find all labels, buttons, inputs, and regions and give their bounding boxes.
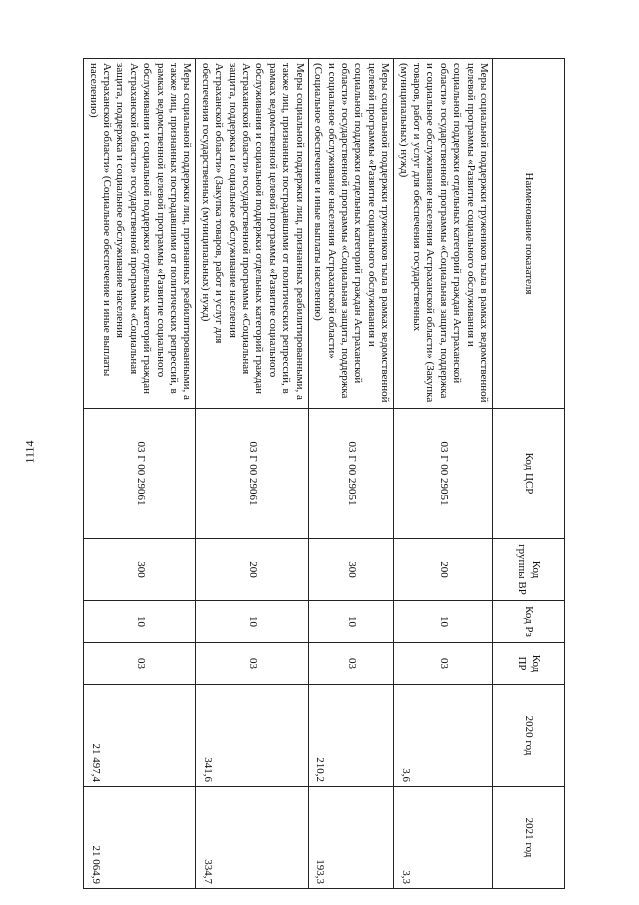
cell-name: Меры социальной поддержки лиц, признанных реабилитированными, а также лиц, признанных пострадавшими от политических репрессий, в рамках ведомственной целевой программы «Развитие социального обслуживания и социальной поддержки отдельных категорий граждан Астраханской области» государственной программы «Социальная защита, поддержка и социальное обслуживание населения Астраханской области» (Закупка товаров, работ и услуг для обеспечения государственных (муниципальных) нужд): [196, 59, 308, 409]
cell-pr: 03: [196, 643, 308, 685]
table-header-row: [493, 59, 565, 889]
header-2021: 2021 год: [493, 787, 565, 889]
cell-2021: 3,3: [394, 787, 493, 889]
cell-rz: 10: [196, 601, 308, 643]
header-rz: Код Рз: [493, 601, 565, 643]
cell-pr: 03: [308, 643, 393, 685]
cell-2020: 210,2: [308, 685, 393, 787]
cell-pr: 03: [394, 643, 493, 685]
header-2020: 2020 год: [493, 685, 565, 787]
cell-2021: 193,3: [308, 787, 393, 889]
header-csr: Код ЦСР: [493, 409, 565, 539]
cell-rz: 10: [308, 601, 393, 643]
cell-vr: 300: [84, 539, 196, 601]
cell-2021: 21 064,9: [84, 787, 196, 889]
cell-name: Меры социальной поддержки тружеников тыла в рамках ведомственной целевой программы «Развитие социального обслуживания и социальной поддержки отдельных категорий граждан Астраханской области» государственной программы «Социальная защита, поддержка и социальное обслуживание населения Астраханской области» (Закупка товаров, работ и услуг для обеспечения государственных (муниципальных) нужд): [394, 59, 493, 409]
cell-2020: 341,6: [196, 685, 308, 787]
cell-csr: 03 Г 00 29051: [308, 409, 393, 539]
cell-rz: 10: [394, 601, 493, 643]
header-vr: Код группы ВР: [493, 539, 565, 601]
cell-2021: 334,7: [196, 787, 308, 889]
budget-table: [83, 58, 565, 889]
cell-2020: 3,6: [394, 685, 493, 787]
cell-2020: 21 497,4: [84, 685, 196, 787]
cell-rz: 10: [84, 601, 196, 643]
cell-csr: 03 Г 00 29051: [394, 409, 493, 539]
table-row: [308, 59, 393, 889]
table-row: [394, 59, 493, 889]
cell-name: Меры социальной поддержки тружеников тыла в рамках ведомственной целевой программы «Развитие социального обслуживания и социальной поддержки отдельных категорий граждан Астраханской области» государственной программы «Социальная защита, поддержка и социальное обслуживание населения Астраханской области» (Социальное обеспечение и иные выплаты населению): [308, 59, 393, 409]
cell-vr: 200: [394, 539, 493, 601]
cell-csr: 03 Г 00 29061: [84, 409, 196, 539]
cell-vr: 300: [308, 539, 393, 601]
cell-name: Меры социальной поддержки лиц, признанных реабилитированными, а также лиц, признанных пострадавшими от политических репрессий, в рамках ведомственной целевой программы «Развитие социального обслуживания и социальной поддержки отдельных категорий граждан Астраханской области» государственной программы «Социальная защита, поддержка и социальное обслуживание населения Астраханской области» (Социальное обеспечение и иные выплаты населению): [84, 59, 196, 409]
header-name: Наименование показателя: [493, 59, 565, 409]
page-number: 1114: [22, 440, 37, 464]
cell-vr: 200: [196, 539, 308, 601]
cell-pr: 03: [84, 643, 196, 685]
rotated-table-container: [87, 58, 565, 888]
cell-csr: 03 Г 00 29061: [196, 409, 308, 539]
table-row: [84, 59, 196, 889]
table-row: [196, 59, 308, 889]
header-pr: Код ПР: [493, 643, 565, 685]
